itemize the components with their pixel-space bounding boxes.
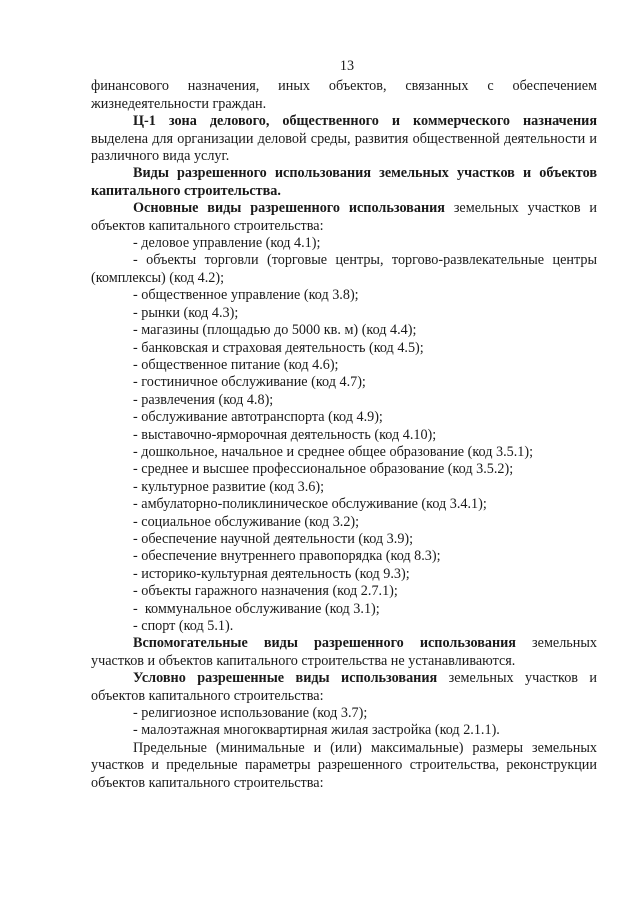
list-item: - историко-культурная деятельность (код 9.3);	[133, 565, 410, 582]
list-item: - обеспечение внутреннего правопорядка (код 8.3);	[133, 548, 441, 565]
list-item: - деловое управление (код 4.1);	[133, 235, 321, 252]
list-item: - малоэтажная многоквартирная жилая застройка (код 2.1.1).	[133, 722, 500, 739]
permitted-heading: Виды разрешенного использования земельных участков и объектов капитального строительства.	[91, 165, 597, 199]
zone-paragraph	[91, 113, 597, 165]
intro-line-2: жизнедеятельности граждан.	[91, 95, 267, 112]
auxiliary-paragraph	[91, 635, 597, 670]
list-item: - выставочно-ярморочная деятельность (код 4.10);	[133, 426, 437, 443]
conditional-title: Условно разрешенные виды использования	[133, 670, 438, 687]
auxiliary-text: земельных участков и объектов капитального строительства не устанавливаются.	[91, 635, 597, 669]
list-item: - обслуживание автотранспорта (код 4.9);	[133, 409, 383, 426]
list-item: - спорт (код 5.1).	[133, 618, 234, 634]
page-number: 13	[339, 58, 355, 74]
list-item: - рынки (код 4.3);	[133, 304, 239, 321]
main-uses-title: Основные виды разрешенного использования	[133, 200, 445, 217]
zone-text: выделена для организации деловой среды, развития общественной деятельности и различного вида услуг.	[91, 130, 597, 165]
list-item: - обеспечение научной деятельности (код 3.9);	[133, 530, 414, 547]
main-uses-list	[91, 235, 597, 635]
auxiliary-title: Вспомогательные виды разрешенного использования	[133, 635, 516, 652]
conditional-lead	[91, 670, 597, 705]
main-uses-lead	[91, 200, 597, 235]
list-item: - культурное развитие (код 3.6);	[133, 478, 325, 495]
list-item: - развлечения (код 4.8);	[133, 391, 274, 408]
limits-paragraph: Предельные (минимальные и (или) максимальные) размеры земельных участков и предельные параметры разрешенного строительства, реконструкции объектов капитального строительства:	[91, 739, 597, 791]
list-item: - банковская и страховая деятельность (код 4.5);	[133, 339, 424, 356]
main-uses-lead-text: земельных участков и объектов капитального строительства:	[91, 200, 597, 234]
list-item: - дошкольное, начальное и среднее общее образование (код 3.5.1);	[133, 443, 534, 460]
list-item: - общественное управление (код 3.8);	[133, 287, 359, 304]
list-item: - объекты торговли (торговые центры, торгово-развлекательные центры (комплексы) (код 4.2);	[91, 252, 597, 286]
list-item: - магазины (площадью до 5000 кв. м) (код 4.4);	[133, 322, 417, 339]
list-item: - общественное питание (код 4.6);	[133, 356, 339, 373]
conditional-list	[91, 705, 597, 740]
list-item: - гостиничное обслуживание (код 4.7);	[133, 374, 366, 391]
zone-title: Ц-1 зона делового, общественного и коммерческого назначения	[133, 113, 597, 130]
conditional-lead-text: земельных участков и объектов капитального строительства:	[91, 670, 598, 704]
list-item: - объекты гаражного назначения (код 2.7.1);	[133, 583, 398, 600]
list-item: - коммунальное обслуживание (код 3.1);	[133, 600, 380, 617]
list-item: - амбулаторно-поликлиническое обслуживание (код 3.4.1);	[133, 496, 487, 513]
list-item: - среднее и высшее профессиональное образование (код 3.5.2);	[133, 461, 514, 478]
list-item: - социальное обслуживание (код 3.2);	[133, 513, 360, 530]
intro-line-1: финансового назначения, иных объектов, связанных с обеспечением	[91, 78, 597, 95]
list-item: - религиозное использование (код 3.7);	[133, 705, 368, 722]
